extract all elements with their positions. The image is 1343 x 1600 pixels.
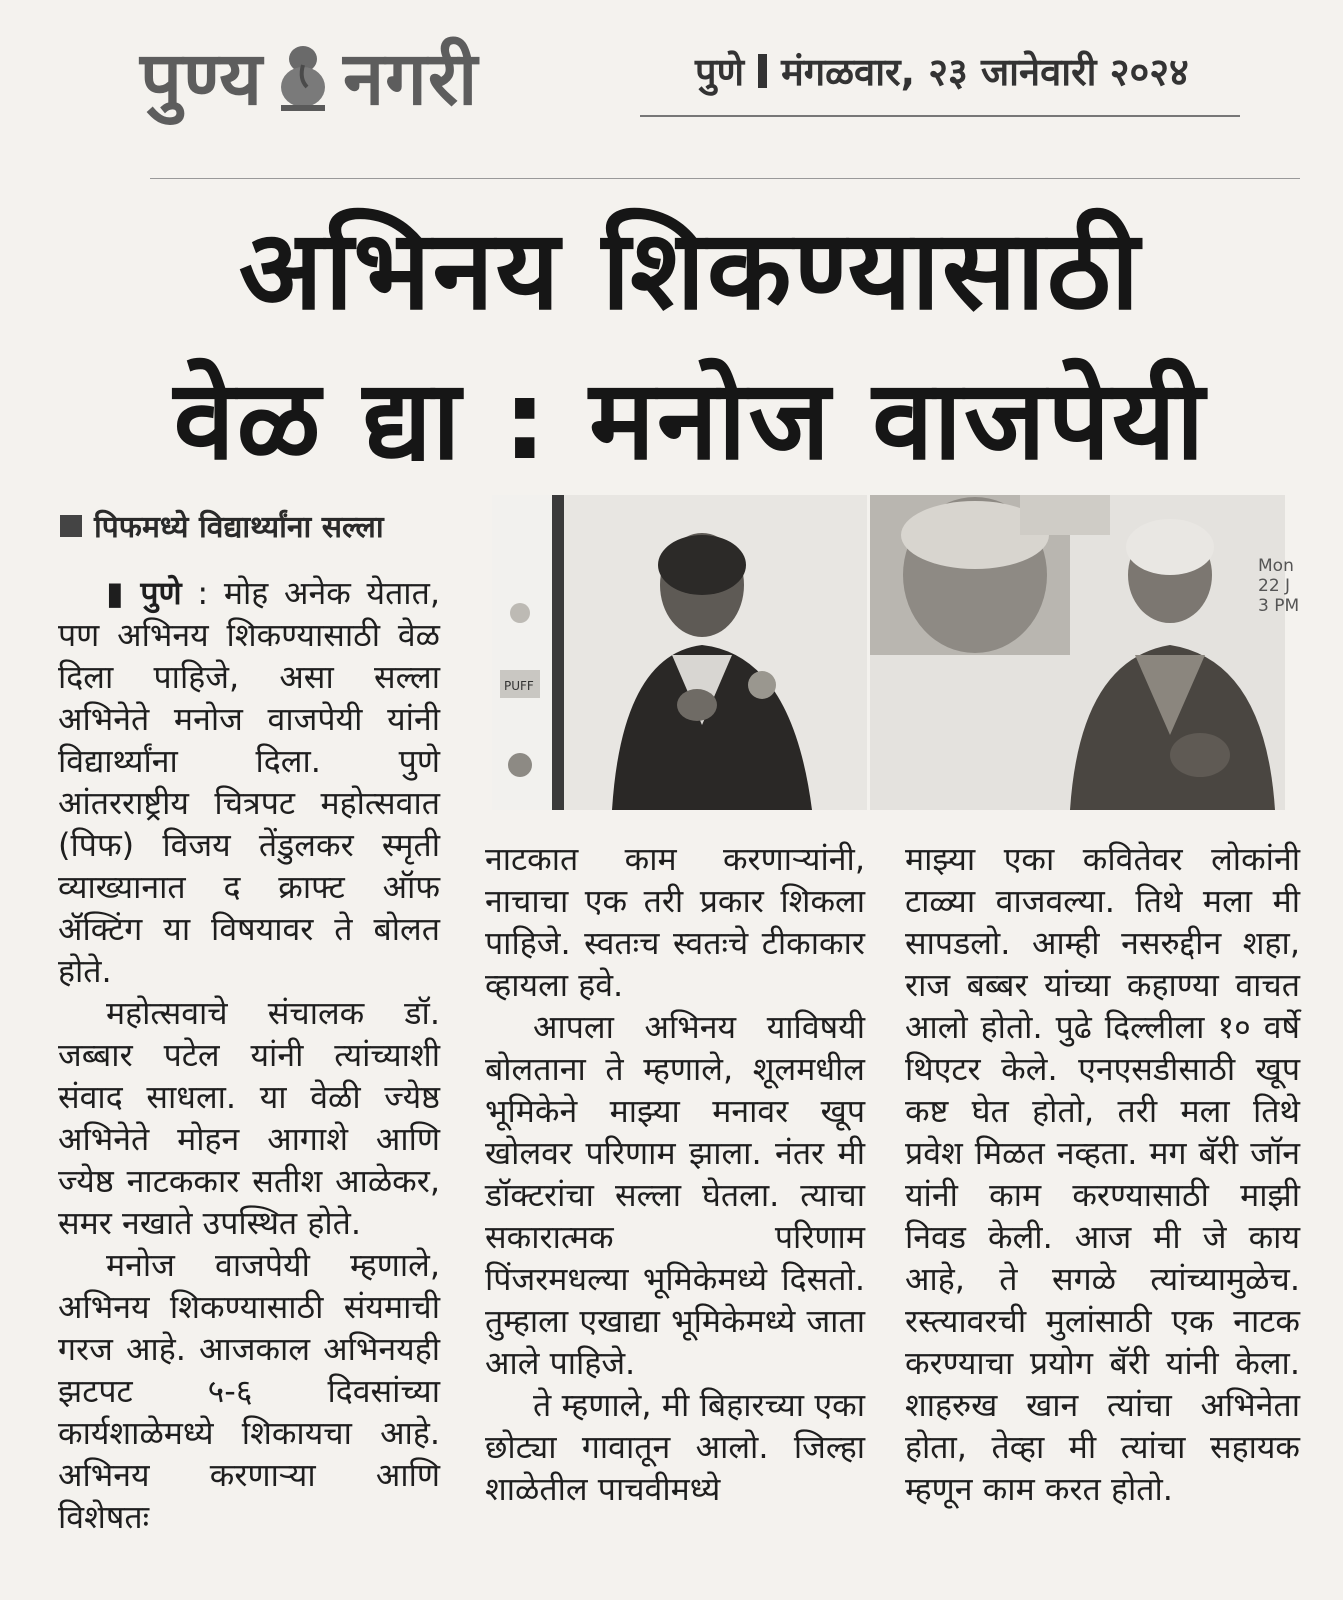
paragraph bbox=[58, 572, 440, 992]
dateline-city: पुणे bbox=[140, 574, 182, 612]
masthead-rule bbox=[640, 115, 1240, 117]
article-headline bbox=[130, 195, 1250, 495]
masthead bbox=[0, 0, 1343, 175]
paragraph: नाटकात काम करणाऱ्यांनी, नाचाचा एक तरी प्रकार शिकला पाहिजे. स्वतःच स्वतःचे टीकाकार व्हायला हवे. bbox=[485, 840, 865, 1004]
paragraph: ते म्हणाले, मी बिहारच्या एका छोट्या गावातून आलो. जिल्हा शाळेतील पाचवीमध्ये bbox=[485, 1386, 865, 1508]
paragraph: मनोज वाजपेयी म्हणाले, अभिनय शिकण्यासाठी संयमाची गरज आहे. आजकाल अभिनयही झटपट ५-६ दिवसांच्या कार्यशाळेमध्ये शिकायचा आहे. अभिनय करणाऱ्या आणि विशेषतः bbox=[58, 1246, 440, 1536]
photo-speaker-illustration bbox=[492, 495, 867, 810]
photo-elder-illustration bbox=[870, 495, 1285, 810]
paragraph: माझ्या एका कवितेवर लोकांनी टाळ्या वाजवल्या. तिथे मला मी सापडलो. आम्ही नसरुद्दीन शहा, राज बब्बर यांच्या कहाण्या वाचत आलो होतो. पुढे दिल्लीला १० वर्षे थिएटर केले. एनएसडीसाठी खूप कष्ट घेत होतो, तरी मला तिथे प्रवेश मिळत नव्हता. मग बॅरी जॉन यांनी काम करण्यासाठी माझी निवड केली. आज मी जे काय आहे, ते सगळे त्यांच्यामुळेच. रस्त्यावरची मुलांसाठी एक नाटक करण्याचा प्रयोग बॅरी यांनी केला. शाहरुख खान त्यांचा अभिनेता होता, तेव्हा मी त्यांचा सहायक म्हणून काम करत होतो. bbox=[905, 840, 1300, 1508]
edition-dateline bbox=[695, 45, 1189, 97]
dateline-separator bbox=[758, 54, 767, 88]
subhead-text: पिफमध्ये विद्यार्थ्यांना सल्ला bbox=[94, 510, 384, 545]
paragraph: आपला अभिनय याविषयी बोलताना ते म्हणाले, शूलमधील भूमिकेने माझ्या मनावर खूप खोलवर परिणाम झाला. नंतर मी डॉक्टरांचा सल्ला घेतला. त्याचा सकारात्मक परिणाम पिंजरमधल्या भूमिकेमध्ये दिसतो. तुम्हाला एखाद्या भूमिकेमध्ये जाता आले पाहिजे. bbox=[485, 1008, 865, 1382]
photo-mohan-agashe bbox=[870, 495, 1285, 810]
paragraph: महोत्सवाचे संचालक डॉ. जब्बार पटेल यांनी त्यांच्याशी संवाद साधला. या वेळी ज्येष्ठ अभिनेते मोहन आगाशे आणि ज्येष्ठ नाटककार सतीश आळेकर, समर नखाते उपस्थित होते. bbox=[58, 994, 440, 1242]
headline-line-2: वेळ द्या : मनोज वाजपेयी bbox=[173, 356, 1207, 484]
ganesha-emblem-icon bbox=[271, 39, 335, 113]
logo-text-left: पुण्य bbox=[140, 36, 264, 122]
edition-date: मंगळवार, २३ जानेवारी २०२४ bbox=[781, 50, 1189, 94]
logo-text-right: नगरी bbox=[343, 36, 479, 122]
article-dateline: ▮ पुणे bbox=[106, 574, 182, 612]
edition-city: पुणे bbox=[695, 50, 745, 94]
article-column-1 bbox=[58, 572, 440, 1538]
headline-line-1: अभिनय शिकण्यासाठी bbox=[238, 206, 1142, 334]
puff-banner-label: PUFF bbox=[504, 679, 534, 693]
photo-manoj-bajpayee bbox=[492, 495, 867, 810]
photo-timestamp bbox=[1258, 556, 1299, 616]
timestamp-line-3: 3 PM bbox=[1258, 596, 1300, 616]
headline-top-rule bbox=[150, 178, 1300, 179]
timestamp-line-1: Mon bbox=[1258, 556, 1294, 576]
article-subhead bbox=[60, 505, 384, 546]
article-column-2 bbox=[485, 838, 865, 1510]
bullet-square-icon bbox=[60, 515, 82, 537]
newspaper-logo bbox=[140, 25, 478, 126]
article-column-3 bbox=[905, 838, 1300, 1510]
paragraph-text: : मोह अनेक येतात, पण अभिनय शिकण्यासाठी वेळ दिला पाहिजे, असा सल्ला अभिनेते मनोज वाजपेयी यांनी विद्यार्थ्यांना दिला. पुणे आंतरराष्ट्रीय चित्रपट महोत्सवात (पिफ) विजय तेंडुलकर स्मृती व्याख्यानात द क्राफ्ट ऑफ ॲक्टिंग या विषयावर ते बोलत होते. bbox=[58, 574, 441, 990]
timestamp-line-2: 22 J bbox=[1258, 576, 1291, 596]
